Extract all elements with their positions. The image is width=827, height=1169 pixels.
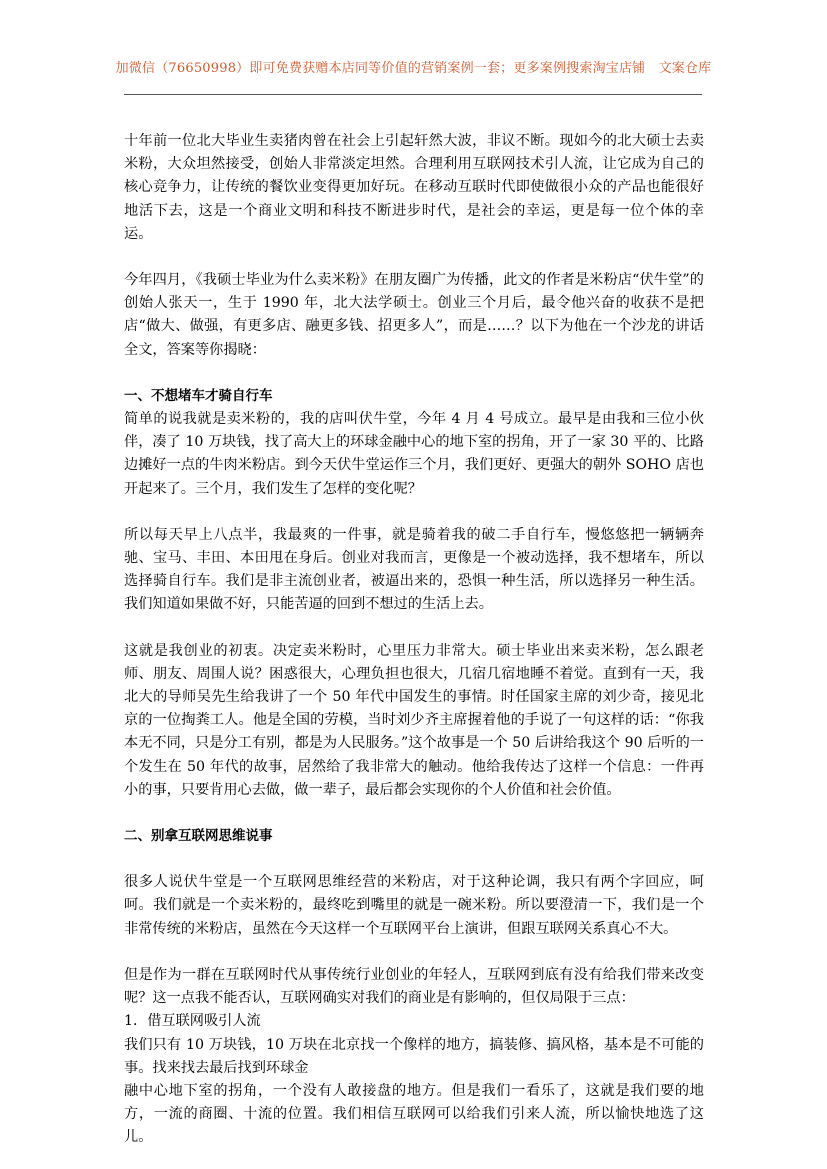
header-divider <box>124 94 702 95</box>
header-promo-text: 加微信（76650998）即可免费获赠本店同等价值的营销案例一套；更多案例搜索淘宝店铺 文案仓库 <box>115 61 712 76</box>
section-heading-2: 二、别拿互联网思维说事 <box>124 828 273 845</box>
document-body <box>124 130 704 1150</box>
paragraph-internet-thinking: 很多人说伏牛堂是一个互联网思维经营的米粉店，对于这种论调，我只有两个字回应，呵呵。我们就是一个卖米粉的，最终吃到嘴里的就是一碗米粉。所以要澄清一下，我们是一个非常传统的米粉店，虽然在今天这样一个互联网平台上演讲，但跟互联网关系真心不大。 <box>124 874 704 937</box>
paragraph-bicycle: 所以每天早上八点半，我最爽的一件事，就是骑着我的破二手自行车，慢悠悠把一辆辆奔驰、宝马、丰田、本田甩在身后。创业对我而言，更像是一个被动选择，我不想堵车，所以选择骑自行车。我们是非主流创业者，被逼出来的，恐惧一种生活，所以选择另一种生活。我们知道如果做不好，只能苦逼的回到不想过的生活上去。 <box>124 526 704 613</box>
list-item-1-text: 我们只有 10 万块钱，10 万块在北京找一个像样的地方，搞装修、搞风格，基本是不可能的事。找来找去最后找到环球金 <box>124 1036 704 1076</box>
paragraph-story-start: 简单的说我就是卖米粉的，我的店叫伏牛堂，今年 4 月 4 号成立。最早是由我和三位小伙伴，凑了 10 万块钱，找了高大上的环球金融中心的地下室的拐角，开了一家 30 平的、比路边摊好一点的牛肉米粉店。到今天伏牛堂运作三个月，我们更好、更强大的朝外 SOHO 店也开起来了。三个月，我们发生了怎样的变化呢？ <box>124 411 704 497</box>
section-heading-1: 一、不想堵车才骑自行车 <box>124 387 273 404</box>
paragraph-motivation: 这就是我创业的初衷。决定卖米粉时，心里压力非常大。硕士毕业出来卖米粉，怎么跟老师、朋友、周围人说？困惑很大，心理负担也很大，几宿几宿地睡不着觉。直到有一天，我北大的导师吴先生给我讲了一个 50 年代中国发生的事情。时任国家主席的刘少奇，接见北京的一位掏粪工人。他是全国的劳模，当时刘少齐主席握着他的手说了一句这样的话：“你我本无不同，只是分工有别，都是为人民服务。”这个故事是一个 50 后讲给我这个 90 后听的一个发生在 50 年代的故事，居然给了我非常大的触动。他给我传达了这样一个信息：一件再小的事，只要肯用心去做，做一辈子，最后都会实现你的个人价值和社会价值。 <box>124 642 704 798</box>
list-item-1-title: 1．借互联网吸引人流 <box>124 1013 261 1030</box>
paragraph-internet-impact: 但是作为一群在互联网时代从事传统行业创业的年轻人，互联网到底有没有给我们带来改变呢？这一点我不能否认，互联网确实对我们的商业是有影响的，但仅局限于三点： <box>124 966 704 1007</box>
paragraph-background: 今年四月，《我硕士毕业为什么卖米粉》在朋友圈广为传播，此文的作者是米粉店“伏牛堂”的创始人张天一，生于 1990 年，北大法学硕士。创业三个月后，最令他兴奋的收获不是把店“做大、做强，有更多店、融更多钱、招更多人”，而是……？以下为他在一个沙龙的讲话全文，答案等你揭晓： <box>124 272 704 358</box>
list-item-1-text-cont: 融中心地下室的拐角，一个没有人敢接盘的地方。但是我们一看乐了，这就是我们要的地方，一流的商圈、十流的位置。我们相信互联网可以给我们引来人流，所以愉快地选了这儿。 <box>124 1082 704 1146</box>
paragraph-intro: 十年前一位北大毕业生卖猪肉曾在社会上引起轩然大波，非议不断。现如今的北大硕士去卖米粉，大众坦然接受，创始人非常淡定坦然。合理利用互联网技术引人流，让它成为自己的核心竞争力，让传统的餐饮业变得更加好玩。在移动互联时代即使做很小众的产品也能很好地活下去，这是一个商业文明和科技不断进步时代，是社会的幸运，更是每一位个体的幸运。 <box>124 133 704 242</box>
